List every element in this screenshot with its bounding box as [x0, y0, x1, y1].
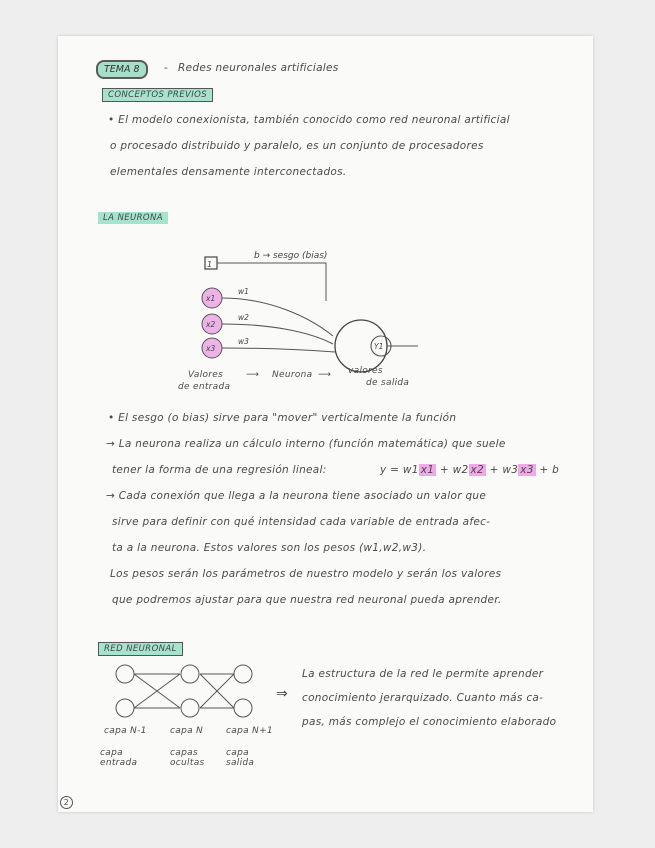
page-number: 2 [60, 796, 73, 809]
caption-neuron: Neurona [272, 370, 313, 380]
caption-values-out-1: valores [348, 366, 383, 376]
layer-type-3: capa salida [226, 748, 255, 768]
title-dash: - [164, 62, 169, 74]
input-x3-label: x3 [206, 344, 216, 353]
neurona-line-3: tener la forma de una regresión lineal: [112, 464, 327, 476]
conceptos-line-3: elementales densamente interconectados. [110, 166, 347, 178]
layer-type-2: capas ocultas [170, 748, 205, 768]
layer-label-3: capa N+1 [226, 726, 273, 736]
section-heading-neurona: LA NEURONA [98, 212, 168, 224]
layer-label-2: capa N [170, 726, 204, 736]
section-heading-red: RED NEURONAL [98, 642, 183, 656]
caption-values-in-2: de entrada [178, 382, 231, 392]
input-x2-label: x2 [206, 320, 216, 329]
output-node [368, 334, 398, 360]
red-line-3: pas, más complejo el conocimiento elaborado [302, 716, 557, 728]
output-y1-label: Y1 [374, 342, 384, 351]
bias-label: b → sesgo (bias) [254, 251, 328, 261]
section-heading-conceptos: CONCEPTOS PREVIOS [102, 88, 213, 102]
neurona-line-2: → La neurona realiza un cálculo interno (función matemática) que suele [106, 438, 506, 450]
weight-w1-label: w1 [238, 287, 249, 296]
network-diagram [108, 660, 258, 730]
bias-input-label: 1 [207, 260, 213, 269]
notebook-page: TEMA 8 - Redes neuronales artificiales CONCEPTOS PREVIOS • El modelo conexionista, también conocido como red neuronal artificial o procesado distribuido y paralelo, es un conjunto de procesadores elementales densamente interconectados. LA NEURONA 1 b → sesgo (bias) x1 x2 x3 w1 w2 w3 Y1 Valores de entrada ⟶ Neurona ⟶ valores de salida • El sesgo (o bias) sirve para "mover" verticalmente la función → La neurona realiza un cálculo interno (función matemática) que suele tener la forma de una regresión lineal: y = w1 x1 + w2 x2 + w3 x3 + b → Cada conexión que llega a la neurona tiene asociado un valor que sirve para definir con qué intensidad cada variable de entrada afec- ta a la neurona. Estos valores son los pesos (w1,w2,w3). Los pesos serán los parámetros de nuestro modelo y serán los valores que podremos ajustar para que nuestra red neuronal pueda aprender. RED NEURONAL capa N-1 capa N capa N+1 capa entrada capas ocultas capa salida ⇒ La estructura de la red le permite aprender conocimiento jerarquizado. Cuanto más ca- pas, más complejo el conocimiento elaborado 2 [58, 36, 593, 812]
page-title: Redes neuronales artificiales [178, 62, 339, 74]
weight-w2-label: w2 [238, 313, 249, 322]
tema-badge: TEMA 8 [96, 60, 148, 79]
neurona-line-6: ta a la neurona. Estos valores son los pesos (w1,w2,w3). [112, 542, 427, 554]
neurona-line-7: Los pesos serán los parámetros de nuestro modelo y serán los valores [110, 568, 502, 580]
conceptos-line-1: • El modelo conexionista, también conocido como red neuronal artificial [108, 114, 510, 126]
caption-values-in-1: Valores [188, 370, 224, 380]
input-x1-label: x1 [206, 294, 216, 303]
neurona-line-8: que podremos ajustar para que nuestra red neuronal pueda aprender. [112, 594, 502, 606]
neurona-line-1: • El sesgo (o bias) sirve para "mover" verticalmente la función [108, 412, 457, 424]
conceptos-line-2: o procesado distribuido y paralelo, es un conjunto de procesadores [110, 140, 484, 152]
weight-w3-label: w3 [238, 337, 249, 346]
layer-type-1: capa entrada [100, 748, 138, 768]
red-line-2: conocimiento jerarquizado. Cuanto más ca- [302, 692, 544, 704]
regression-formula: y = w1 x1 + w2 x2 + w3 x3 + b [380, 464, 560, 476]
red-line-1: La estructura de la red le permite aprender [302, 668, 544, 680]
caption-values-out-2: de salida [366, 378, 410, 388]
red-arrow: ⇒ [276, 686, 289, 702]
neurona-line-5: sirve para definir con qué intensidad cada variable de entrada afec- [112, 516, 491, 528]
layer-label-1: capa N-1 [104, 726, 147, 736]
neurona-line-4: → Cada conexión que llega a la neurona tiene asociado un valor que [106, 490, 487, 502]
